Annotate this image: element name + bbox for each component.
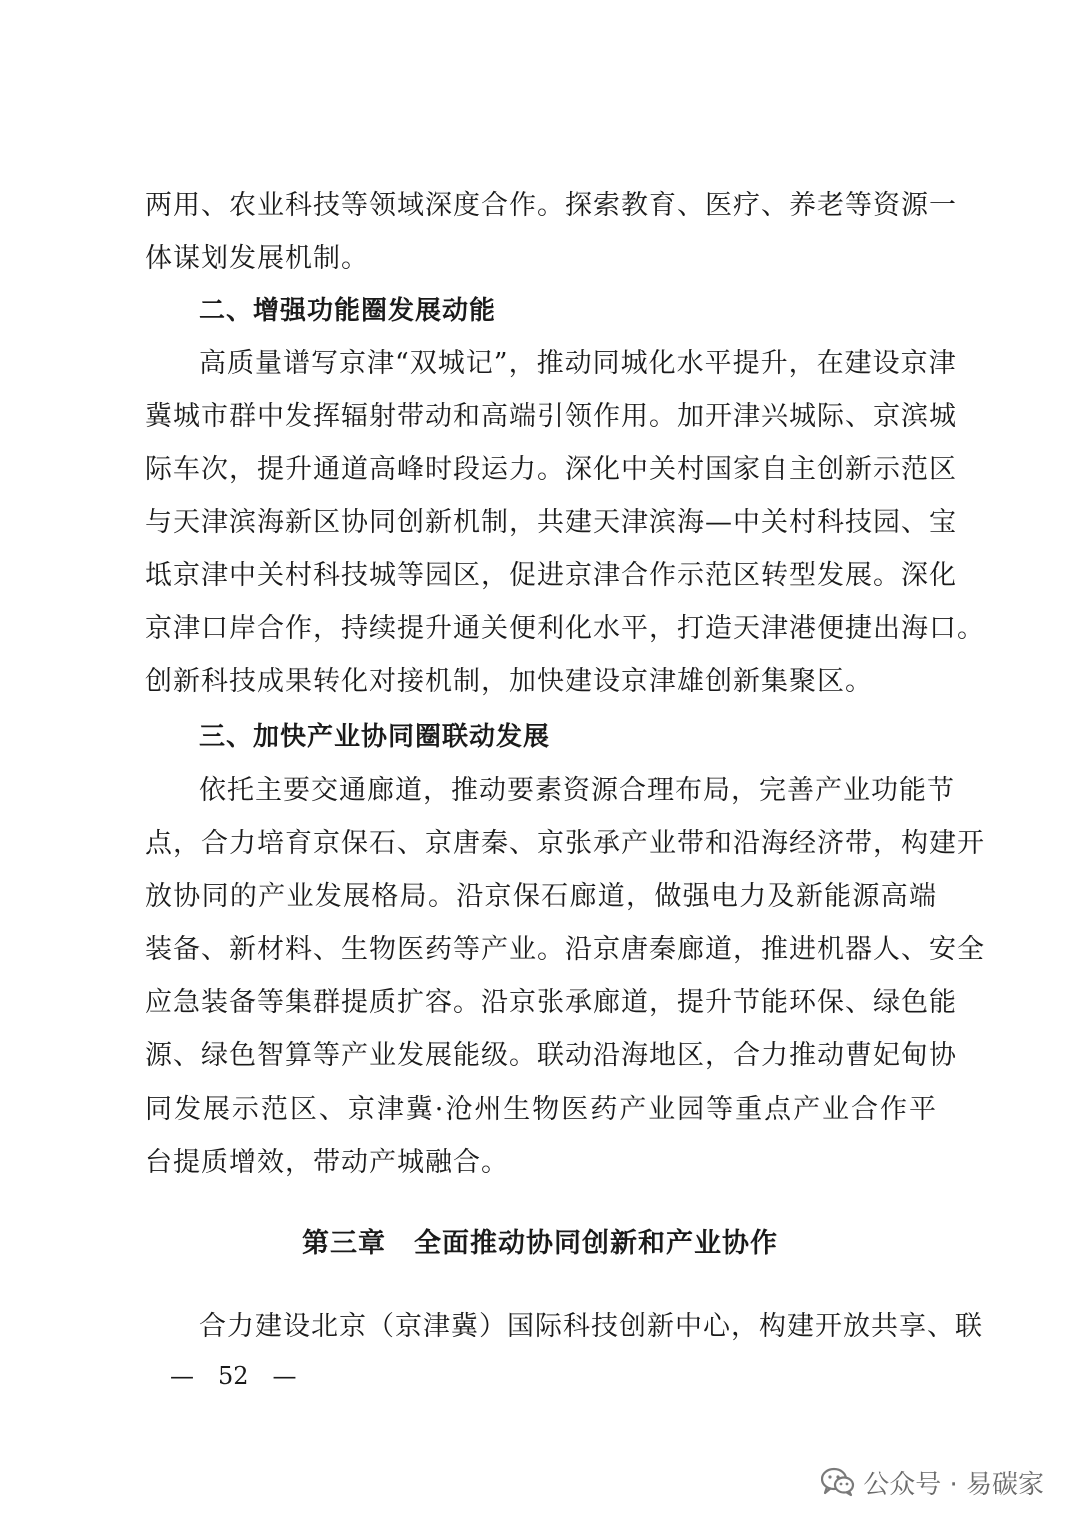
watermark-text: 公众号 · 易碳家 [863, 1469, 1044, 1500]
section-heading: 二、增强功能圈发展动能 [199, 296, 497, 326]
paragraph-line: 高质量谱写京津“双城记”，推动同城化水平提升，在建设京津 [199, 348, 957, 379]
paragraph-line: 合力建设北京（京津冀）国际科技创新中心，构建开放共享、联 [199, 1311, 983, 1342]
paragraph-line: 同发展示范区、京津冀·沧州生物医药产业园等重点产业合作平 [145, 1094, 937, 1125]
watermark [821, 1462, 1044, 1502]
paragraph-line: 际车次，提升通道高峰时段运力。深化中关村国家自主创新示范区 [145, 454, 957, 485]
wechat-icon [821, 1467, 855, 1497]
paragraph-line: 依托主要交通廊道，推动要素资源合理布局，完善产业功能节 [199, 775, 955, 806]
paragraph-line: 台提质增效，带动产城融合。 [145, 1147, 509, 1178]
paragraph-line: 与天津滨海新区协同创新机制，共建天津滨海—中关村科技园、宝 [145, 507, 957, 538]
page-number: — 52 — [170, 1362, 297, 1390]
chapter-title: 第三章 全面推动协同创新和产业协作 [302, 1228, 778, 1259]
paragraph-line: 冀城市群中发挥辐射带动和高端引领作用。加开津兴城际、京滨城 [145, 401, 957, 432]
paragraph-line: 京津口岸合作，持续提升通关便利化水平，打造天津港便捷出海口。 [145, 613, 985, 644]
section-heading: 三、加快产业协同圈联动发展 [199, 722, 551, 752]
paragraph-line: 装备、新材料、生物医药等产业。沿京唐秦廊道，推进机器人、安全 [145, 934, 985, 965]
paragraph-line: 源、绿色智算等产业发展能级。联动沿海地区，合力推动曹妃甸协 [145, 1040, 957, 1071]
paragraph-line: 放协同的产业发展格局。沿京保石廊道，做强电力及新能源高端 [145, 881, 937, 912]
paragraph-line: 点，合力培育京保石、京唐秦、京张承产业带和沿海经济带，构建开 [145, 828, 985, 859]
paragraph-line: 体谋划发展机制。 [145, 243, 369, 274]
paragraph-line: 应急装备等集群提质扩容。沿京张承廊道，提升节能环保、绿色能 [145, 987, 957, 1018]
paragraph-line: 坻京津中关村科技城等园区，促进京津合作示范区转型发展。深化 [145, 560, 957, 591]
paragraph-line: 创新科技成果转化对接机制，加快建设京津雄创新集聚区。 [145, 666, 873, 697]
paragraph-line: 两用、农业科技等领域深度合作。探索教育、医疗、养老等资源一 [145, 190, 957, 221]
